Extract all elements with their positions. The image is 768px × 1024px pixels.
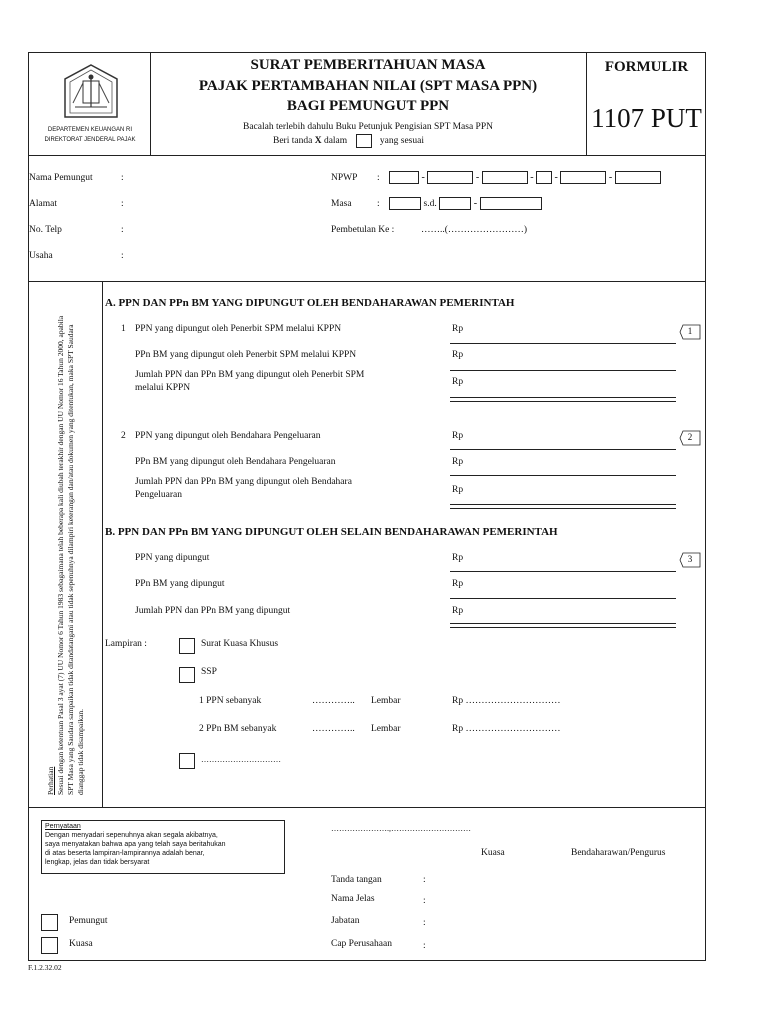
ssp-checkbox[interactable] [179,667,195,683]
item2-ppnbm-label: PPn BM yang dipungut oleh Bendahara Pengeluaran [135,457,336,467]
usaha-label: Usaha [29,251,53,261]
ppnbm-count-dots[interactable]: ………….. [312,724,355,734]
header-bottom-line [29,155,705,156]
colon: : [377,173,380,183]
instruction-mark: X [314,136,322,147]
nama-pemungut-label: Nama Pemungut [29,173,93,183]
npwp-segment-1[interactable] [389,171,419,184]
tag-3: 3 [687,554,693,564]
dash: - [530,171,534,183]
currency-label: Rp [452,457,464,467]
tanda-tangan-label: Tanda tangan [331,875,382,885]
dash: - [608,171,613,183]
currency-label: Rp [452,350,464,360]
bendaharawan-header: Bendaharawan/Pengurus [571,848,666,858]
item2-ppnbm-line [450,475,676,476]
pembetulan-value[interactable]: ……..(……………………) [421,225,528,235]
item2-total-label-1: Jumlah PPN dan PPn BM yang dipungut oleh Bendahara [135,477,352,487]
colon: : [121,199,124,209]
b-ppnbm-line [450,598,676,599]
dash: - [473,197,478,209]
dept-name: DEPARTEMEN KEUANGAN RI [47,127,133,133]
ppn-count-label: 1 PPN sebanyak [199,696,262,706]
currency-label: Rp [452,431,464,441]
lampiran-label: Lampiran : [105,639,147,649]
identity-bottom-line [29,281,705,282]
colon: : [423,941,426,951]
tag-2: 2 [687,432,693,442]
other-attachment-checkbox[interactable] [179,753,195,769]
formulir-code: 1107 PUT [591,103,702,133]
side-note-divider [102,281,103,807]
pernyataan-line: di atas beserta lampiran-lampirannya adalah benar, [45,850,205,857]
ssp-label: SSP [201,667,217,677]
lembar-label: Lembar [371,696,401,706]
kuasa-checkbox[interactable] [41,937,58,954]
kuasa-label: Kuasa [69,939,93,949]
item-number: 1 [121,324,126,334]
npwp-segment-2[interactable] [427,171,473,184]
masa-year[interactable] [480,197,542,210]
alamat-label: Alamat [29,199,57,209]
instruction-mid: dalam [323,136,348,147]
item1-ppn-label: PPN yang dipungut oleh Penerbit SPM melalui KPPN [135,324,342,334]
colon: : [423,896,426,906]
pemungut-label: Pemungut [69,916,108,926]
item2-ppn-label: PPN yang dipungut oleh Bendahara Pengeluaran [135,431,321,441]
npwp-segment-6[interactable] [615,171,661,184]
currency-label: Rp [452,579,464,589]
section-b-title: B. PPN DAN PPn BM YANG DIPUNGUT OLEH SELAIN BENDAHARAWAN PEMERINTAH [105,526,558,538]
currency-label: Rp [452,553,464,563]
npwp-label: NPWP [331,173,358,183]
instruction-line: Bacalah terlebih dahulu Buku Petunjuk Pengisian SPT Masa PPN [243,122,493,132]
colon: : [423,875,426,885]
section-a-title: A. PPN DAN PPn BM YANG DIPUNGUT OLEH BENDAHARAWAN PEMERINTAH [105,297,515,309]
instruction-suffix: yang sesuai [379,136,424,147]
ppn-count-dots[interactable]: ………….. [312,696,355,706]
side-note-title: Perhatian [46,766,55,795]
colon: : [423,918,426,928]
place-date-field[interactable]: ………………….,………………………… [331,824,471,833]
colon: : [121,225,124,235]
b-ppn-line [450,571,676,572]
npwp-segment-4[interactable] [536,171,552,184]
b-total-label: Jumlah PPN dan PPn BM yang dipungut [135,606,291,616]
item1-total-line [450,397,676,402]
b-ppnbm-label: PPn BM yang dipungut [135,579,225,589]
dash: - [554,171,558,183]
ppnbm-amount-dots[interactable]: Rp ………………………… [452,724,561,734]
item1-total-label-1: Jumlah PPN dan PPn BM yang dipungut oleh Penerbit SPM [135,370,365,380]
masa-field[interactable] [389,197,542,210]
pernyataan-box [41,820,285,874]
formulir-label: FORMULIR [604,59,689,75]
currency-label: Rp [452,485,464,495]
currency-label: Rp [452,324,464,334]
colon: : [121,173,124,183]
surat-kuasa-checkbox[interactable] [179,638,195,654]
other-attachment-dots[interactable]: ………………………… [201,755,281,764]
item1-ppnbm-label: PPn BM yang dipungut oleh Penerbit SPM melalui KPPN [135,350,357,360]
side-note [44,303,94,803]
lembar-label: Lembar [371,724,401,734]
directorate-name: DIREKTORAT JENDERAL PAJAK [44,137,136,143]
jabatan-label: Jabatan [331,916,360,926]
lampiran-bottom-line [29,807,705,808]
pernyataan-line: lengkap, jelas dan tidak bersyarat [45,859,150,866]
pemungut-checkbox[interactable] [41,914,58,931]
colon: : [377,199,380,209]
kuasa-header: Kuasa [481,848,505,858]
telp-label: No. Telp [29,225,62,235]
b-total-line [450,623,676,628]
instruction-sample-box [356,134,372,148]
npwp-field[interactable] [389,171,661,184]
masa-start-month[interactable] [389,197,421,210]
item2-total-label-2: Pengeluaran [135,490,182,500]
tag-1: 1 [687,326,693,336]
currency-label: Rp [452,377,464,387]
form-title-2: PAJAK PERTAMBAHAN NILAI (SPT MASA PPN) [198,78,538,94]
ppnbm-count-label: 2 PPn BM sebanyak [199,724,277,734]
item2-total-line [450,504,676,509]
pernyataan-line: Dengan menyadari sepenuhnya akan segala akibatnya, [45,832,218,839]
item1-ppnbm-line [450,370,676,371]
nama-jelas-label: Nama Jelas [331,894,375,904]
npwp-segment-3[interactable] [482,171,528,184]
item2-ppn-line [450,449,676,450]
b-ppn-label: PPN yang dipungut [135,553,210,563]
dash: - [475,171,480,183]
masa-label: Masa [331,199,352,209]
masa-sd: s.d. [423,198,437,209]
instruction-mark-line [273,134,424,148]
dash: - [421,171,425,183]
pernyataan-line: saya menyatakan bahwa apa yang telah saya beritahukan [45,841,226,848]
pernyataan-title: Pernyataan [45,823,81,830]
surat-kuasa-label: Surat Kuasa Khusus [201,639,279,649]
pembetulan-label: Pembetulan Ke : [331,225,395,235]
colon: : [121,251,124,261]
form-title-3: BAGI PEMUNGUT PPN [286,98,450,114]
form-title-1: SURAT PEMBERITAHUAN MASA [250,57,486,73]
npwp-segment-5[interactable] [560,171,606,184]
item1-ppn-line [450,343,676,344]
spt-form [28,52,706,961]
masa-end-month[interactable] [439,197,471,210]
item-number: 2 [121,431,126,441]
ppn-amount-dots[interactable]: Rp ………………………… [452,696,561,706]
cap-label: Cap Perusahaan [331,939,392,949]
instruction-prefix: Beri tanda [273,136,313,147]
item1-total-label-2: melalui KPPN [135,383,191,393]
ministry-emblem-icon [59,63,123,121]
currency-label: Rp [452,606,464,616]
form-code-footer: F.1.2.32.02 [28,963,62,972]
side-note-text: Sesuai dengan ketentuan Pasal 3 ayat (7) UU Nomor 6 Tahun 1983 sebagaimana telah beberapa kali diubah terakhir dengan UU Nomor 16 Tahun 2000, apabila SPT Masa yang Saudara sampaikan tidak ditandatangani atau tidak sepenuhnya dilampiri keterangan dan/atau dokumen yang ditentukan, maka SPT Saudara dianggap tidak disampaikan. [56,315,85,795]
